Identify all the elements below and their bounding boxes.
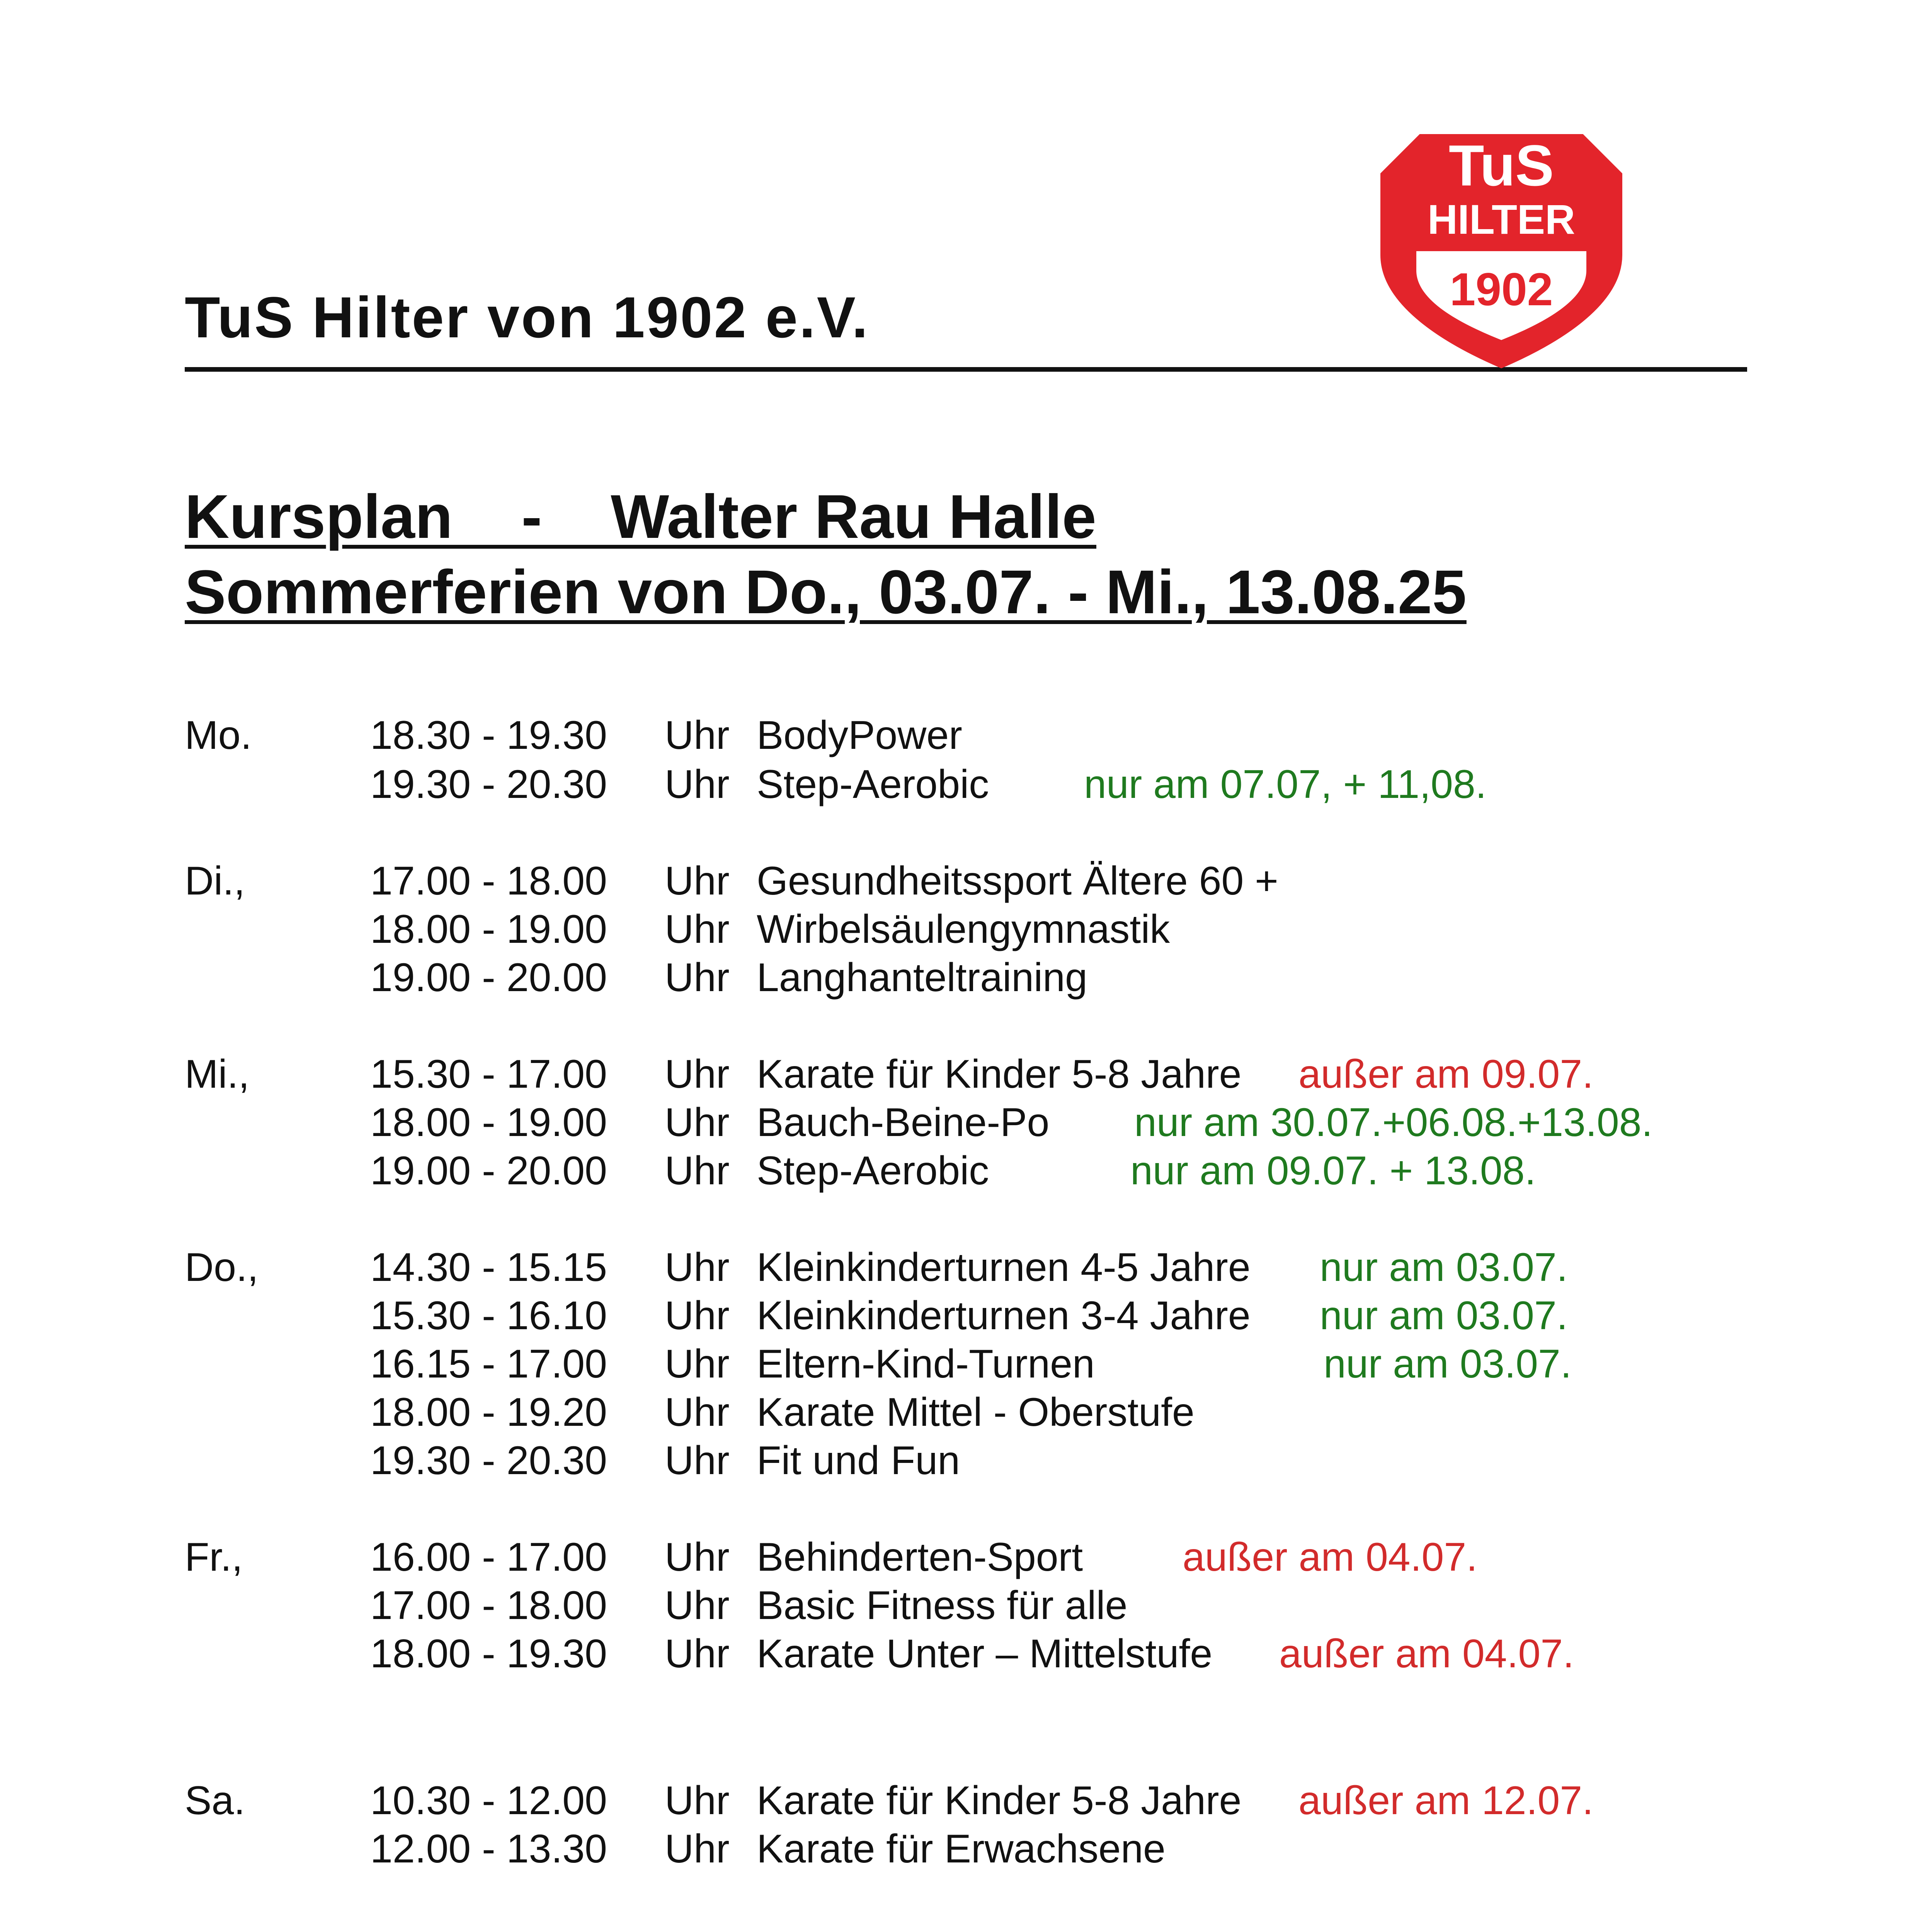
schedule-time: 12.00 - 13.30 xyxy=(370,1827,607,1871)
schedule-note: außer am 09.07. xyxy=(1298,1052,1594,1097)
schedule-row xyxy=(0,858,1916,904)
schedule-course: Fit und Fun xyxy=(757,1438,960,1483)
schedule-row xyxy=(0,1534,1916,1580)
schedule-period: Sommerferien von Do., 03.07. - Mi., 13.08.25 xyxy=(185,557,1467,626)
schedule-row xyxy=(0,906,1916,952)
schedule-day: Di., xyxy=(185,859,245,903)
schedule-note: nur am 03.07. xyxy=(1320,1293,1568,1338)
schedule-course: Step-Aerobic xyxy=(757,1148,989,1193)
schedule-course: Karate Unter – Mittelstufe xyxy=(757,1631,1213,1676)
schedule-row xyxy=(0,1582,1916,1629)
schedule-time: 19.00 - 20.00 xyxy=(370,1148,607,1193)
schedule-course: Kleinkinderturnen 4-5 Jahre xyxy=(757,1245,1251,1290)
schedule-uhr: Uhr xyxy=(665,1583,730,1628)
schedule-row xyxy=(0,1244,1916,1291)
schedule-uhr: Uhr xyxy=(665,1342,730,1386)
schedule-time: 14.30 - 15.15 xyxy=(370,1245,607,1290)
schedule-row xyxy=(0,1148,1916,1194)
schedule-uhr: Uhr xyxy=(665,1245,730,1290)
schedule-row xyxy=(0,1293,1916,1339)
schedule-row xyxy=(0,1051,1916,1097)
schedule-course: Basic Fitness für alle xyxy=(757,1583,1128,1628)
schedule-uhr: Uhr xyxy=(665,1390,730,1435)
schedule-title: Kursplan - Walter Rau Halle xyxy=(185,482,1096,551)
schedule-time: 10.30 - 12.00 xyxy=(370,1778,607,1823)
schedule-course: BodyPower xyxy=(757,713,962,758)
schedule-note: nur am 03.07. xyxy=(1320,1245,1568,1290)
schedule-row xyxy=(0,1341,1916,1387)
club-title: TuS Hilter von 1902 e.V. xyxy=(185,285,870,350)
schedule-row xyxy=(0,1777,1916,1824)
schedule-day: Mi., xyxy=(185,1052,250,1097)
schedule-course: Karate für Erwachsene xyxy=(757,1827,1166,1871)
schedule-uhr: Uhr xyxy=(665,1148,730,1193)
schedule-time: 18.00 - 19.00 xyxy=(370,907,607,952)
schedule-uhr: Uhr xyxy=(665,1293,730,1338)
schedule-course: Eltern-Kind-Turnen xyxy=(757,1342,1095,1386)
schedule-uhr: Uhr xyxy=(665,713,730,758)
schedule-note: außer am 04.07. xyxy=(1279,1631,1574,1676)
schedule-course: Step-Aerobic xyxy=(757,762,989,807)
schedule-time: 17.00 - 18.00 xyxy=(370,1583,607,1628)
schedule-uhr: Uhr xyxy=(665,1535,730,1580)
logo-text-hilter: HILTER xyxy=(1428,196,1575,243)
logo-text-tus: TuS xyxy=(1448,133,1554,198)
schedule-note: außer am 04.07. xyxy=(1183,1535,1478,1580)
schedule-note: nur am 03.07. xyxy=(1324,1342,1572,1386)
schedule-time: 18.30 - 19.30 xyxy=(370,713,607,758)
schedule-time: 18.00 - 19.30 xyxy=(370,1631,607,1676)
schedule-course: Karate Mittel - Oberstufe xyxy=(757,1390,1195,1435)
schedule-row xyxy=(0,1389,1916,1435)
schedule-uhr: Uhr xyxy=(665,1778,730,1823)
schedule-row xyxy=(0,712,1916,759)
schedule-row xyxy=(0,761,1916,808)
schedule-day: Fr., xyxy=(185,1535,243,1580)
schedule-time: 19.30 - 20.30 xyxy=(370,762,607,807)
schedule-row xyxy=(0,1099,1916,1146)
schedule-row xyxy=(0,1631,1916,1677)
schedule-time: 17.00 - 18.00 xyxy=(370,859,607,903)
schedule-time: 15.30 - 16.10 xyxy=(370,1293,607,1338)
schedule-time: 19.00 - 20.00 xyxy=(370,955,607,1000)
schedule-course: Karate für Kinder 5-8 Jahre xyxy=(757,1778,1242,1823)
schedule-uhr: Uhr xyxy=(665,762,730,807)
schedule-day: Sa. xyxy=(185,1778,245,1823)
schedule-day: Mo. xyxy=(185,713,252,758)
logo-text-year: 1902 xyxy=(1450,264,1553,315)
schedule-time: 16.15 - 17.00 xyxy=(370,1342,607,1386)
schedule-row xyxy=(0,954,1916,1001)
schedule-uhr: Uhr xyxy=(665,1100,730,1145)
schedule-course: Gesundheitssport Ältere 60 + xyxy=(757,859,1278,903)
schedule-course: Karate für Kinder 5-8 Jahre xyxy=(757,1052,1242,1097)
schedule-note: nur am 30.07.+06.08.+13.08. xyxy=(1134,1100,1653,1145)
schedule-course: Kleinkinderturnen 3-4 Jahre xyxy=(757,1293,1251,1338)
schedule-uhr: Uhr xyxy=(665,907,730,952)
schedule-course: Wirbelsäulengymnastik xyxy=(757,907,1170,952)
schedule-time: 18.00 - 19.20 xyxy=(370,1390,607,1435)
schedule-note: nur am 09.07. + 13.08. xyxy=(1130,1148,1536,1193)
schedule-uhr: Uhr xyxy=(665,1052,730,1097)
schedule-course: Langhanteltraining xyxy=(757,955,1087,1000)
schedule-note: nur am 07.07, + 11,08. xyxy=(1084,762,1487,807)
schedule-course: Behinderten-Sport xyxy=(757,1535,1083,1580)
schedule-uhr: Uhr xyxy=(665,955,730,1000)
schedule-uhr: Uhr xyxy=(665,859,730,903)
schedule-day: Do., xyxy=(185,1245,259,1290)
schedule-time: 16.00 - 17.00 xyxy=(370,1535,607,1580)
schedule-uhr: Uhr xyxy=(665,1438,730,1483)
schedule-uhr: Uhr xyxy=(665,1827,730,1871)
schedule-time: 15.30 - 17.00 xyxy=(370,1052,607,1097)
schedule-row xyxy=(0,1437,1916,1484)
schedule-uhr: Uhr xyxy=(665,1631,730,1676)
schedule-row xyxy=(0,1826,1916,1872)
schedule-time: 19.30 - 20.30 xyxy=(370,1438,607,1483)
schedule-note: außer am 12.07. xyxy=(1298,1778,1594,1823)
schedule-time: 18.00 - 19.00 xyxy=(370,1100,607,1145)
schedule-course: Bauch-Beine-Po xyxy=(757,1100,1050,1145)
